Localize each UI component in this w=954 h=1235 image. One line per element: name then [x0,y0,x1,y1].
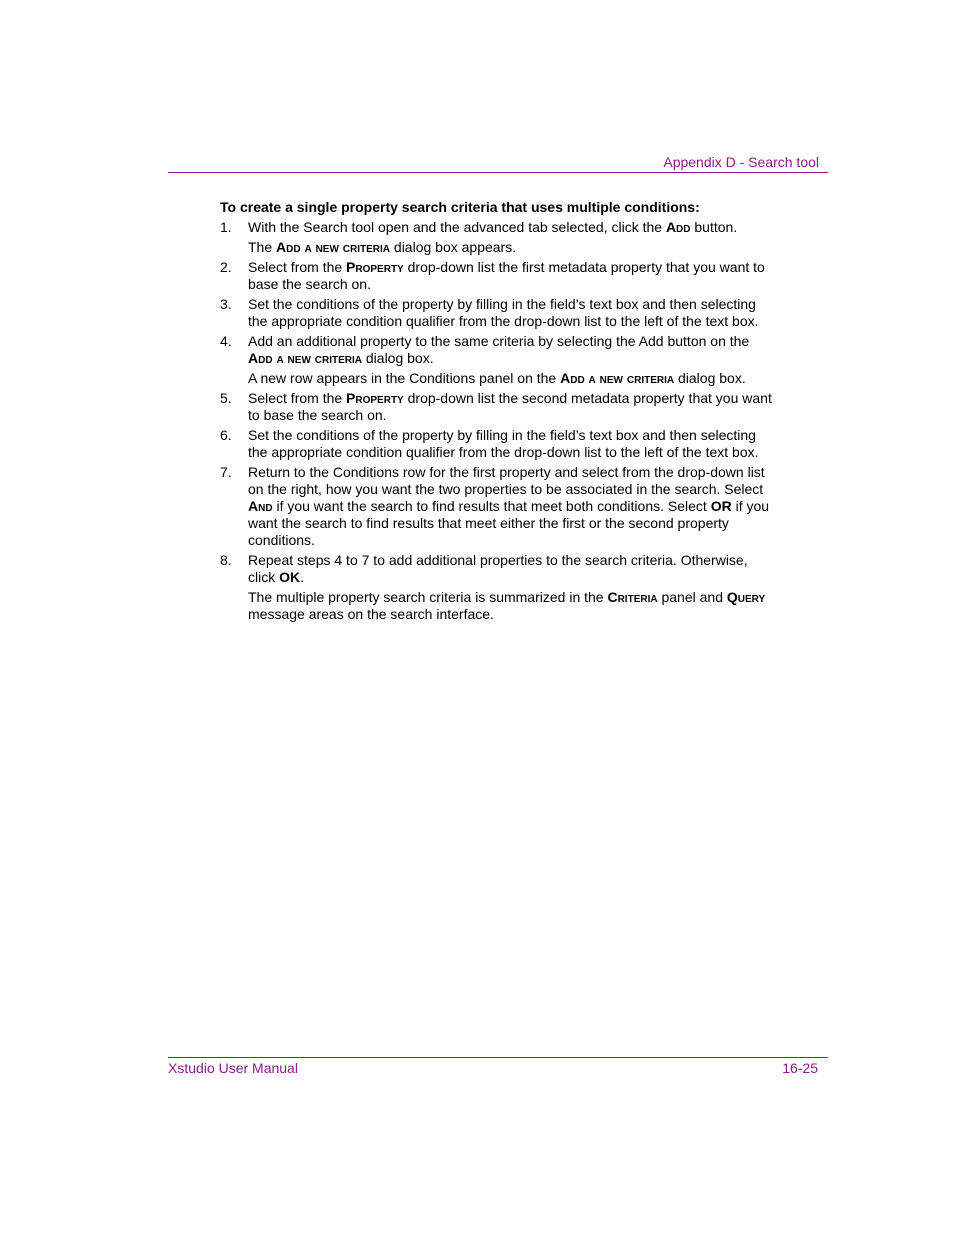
step-8 [220,552,776,586]
procedure [220,199,776,623]
page-number: 16-25 [782,1060,818,1076]
step-text: Set the conditions of the property by filling in the field’s text box and then selecting the appropriate condition qualifier from the drop-down list to the left of the text box. [248,427,759,460]
step-6 [220,427,776,461]
ui-term-add-a-new-criteria: Add a new criteria [248,350,362,366]
step-text: Add an additional property to the same criteria by selecting the Add button on the Add a new criteria dialog box. [248,333,750,366]
ui-term-add: Add [665,219,691,235]
step-text: Return to the Conditions row for the first property and select from the drop-down list on the right, how you want the two properties to be associated in the search. Select And if you want the search to find results that meet both conditions. Select OR if you want the search to find results that meet either the first or the second property conditions. [248,464,770,548]
step-1 [220,219,776,236]
ui-term-or: OR [710,498,732,514]
step-8-result: The multiple property search criteria is summarized in the Criteria panel and Query message areas on the search interface. [248,589,766,622]
step-4-result: A new row appears in the Conditions panel on the Add a new criteria dialog box. [248,370,746,386]
procedure-heading: To create a single property search criteria that uses multiple conditions: [220,199,700,215]
ui-term-add-a-new-criteria: Add a new criteria [560,370,675,386]
step-number: 4. [220,333,232,349]
ui-term-query: Query [726,589,766,605]
ui-term-criteria: Criteria [607,589,658,605]
step-1-result: The Add a new criteria dialog box appears. [248,239,517,255]
step-3 [220,296,776,330]
step-number: 5. [220,390,232,406]
ui-term-ok: OK [279,569,301,585]
header-rule [168,172,828,173]
ui-term-add-a-new-criteria: Add a new criteria [276,239,391,255]
step-text: Set the conditions of the property by filling in the field’s text box and then selecting the appropriate condition qualifier from the drop-down list to the left of the text box. [248,296,759,329]
step-number: 7. [220,464,232,480]
footer-manual-title: Xstudio User Manual [168,1060,298,1076]
step-text: Select from the Property drop-down list the first metadata property that you want to base the search on. [248,259,765,292]
step-text: With the Search tool open and the advanced tab selected, click the Add button. [248,219,738,235]
step-7 [220,464,776,549]
ui-term-property: Property [346,259,404,275]
ui-term-property: Property [346,390,404,406]
ui-term-and: And [248,498,273,514]
step-number: 6. [220,427,232,443]
step-text: Select from the Property drop-down list the second metadata property that you want to base the search on. [248,390,772,423]
footer-rule [168,1057,828,1058]
step-number: 1. [220,219,232,235]
running-header: Appendix D - Search tool [663,154,819,170]
step-number: 2. [220,259,232,275]
step-2 [220,259,776,293]
step-5 [220,390,776,424]
step-4 [220,333,776,367]
step-number: 8. [220,552,232,568]
step-text: Repeat steps 4 to 7 to add additional properties to the search criteria. Otherwise, click OK. [248,552,748,585]
step-number: 3. [220,296,232,312]
